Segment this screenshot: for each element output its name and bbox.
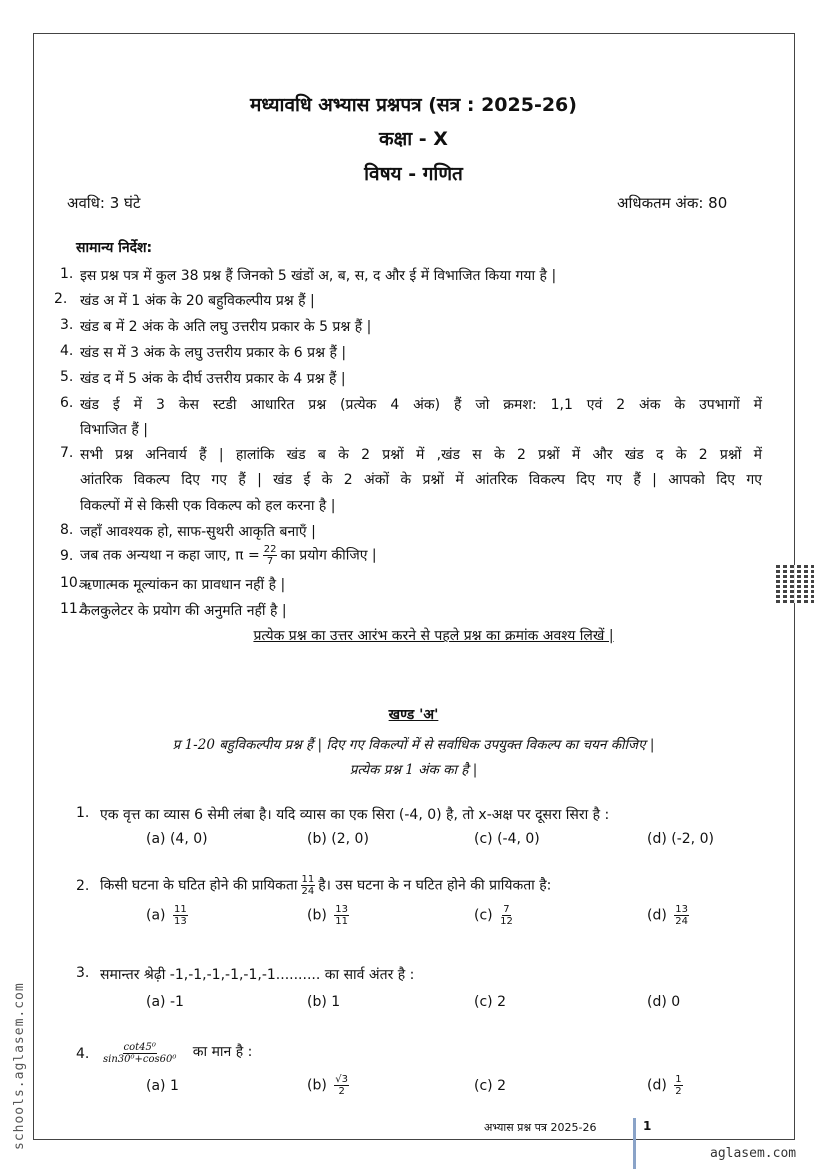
section-title: खण्ड 'अ' <box>388 707 439 723</box>
section-instruction: प्र 1-20 बहुविकल्पीय प्रश्न हैं | दिए गए विकल्पों में से सर्वाधिक उपयुक्त विकल्प का चयन कीजिए | <box>172 737 655 753</box>
answer-option[interactable]: (c) (-4, 0) <box>474 831 540 847</box>
denominator: sin30⁰+cos60⁰ <box>103 1054 177 1065</box>
denominator: 2 <box>675 1086 682 1097</box>
instruction-number: 5. <box>60 369 74 385</box>
instruction-text: खंड अ में 1 अंक के 20 बहुविकल्पीय प्रश्न हैं | <box>80 293 315 309</box>
paper-title: मध्यावधि अभ्यास प्रश्नपत्र (सत्र : 2025-26) <box>250 94 577 116</box>
answer-option[interactable]: (c) 2 <box>474 994 506 1010</box>
option-label: (b) <box>307 907 327 924</box>
answer-option[interactable] <box>474 1078 506 1094</box>
instruction-text: का प्रयोग कीजिए | <box>280 547 377 564</box>
question-text <box>100 805 609 824</box>
instruction-number: 8. <box>60 522 74 538</box>
instruction-number: 6. <box>60 395 74 411</box>
instruction-number: 4. <box>60 343 74 359</box>
denominator: 24 <box>301 886 315 897</box>
instructions-note: प्रत्येक प्रश्न का उत्तर आरंभ करने से पहले प्रश्न का क्रमांक अवश्य लिखें | <box>253 628 614 644</box>
fraction <box>674 1074 682 1097</box>
footer-separator <box>633 1118 636 1169</box>
numerator: 1 <box>675 1074 682 1085</box>
numerator: 22 <box>263 544 277 555</box>
answer-option[interactable]: (a) (4, 0) <box>146 831 208 847</box>
instruction-text: खंड द में 5 अंक के दीर्घ उत्तरीय प्रकार के 4 प्रश्न हैं | <box>80 371 346 387</box>
option-label: (a) <box>146 907 166 924</box>
option-label: (a) 1 <box>146 1078 179 1094</box>
qr-code <box>776 565 814 603</box>
option-label: (b) <box>307 1077 327 1094</box>
duration: अवधि: 3 घंटे <box>67 194 141 212</box>
subject-label: विषय - गणित <box>364 163 463 185</box>
instruction-text: सभी प्रश्न अनिवार्य हैं | हालांकि खंड ब के 2 प्रश्नों में ,खंड स के 2 प्रश्नों में और खंड द के 2 प्रश्नों में <box>80 447 762 463</box>
numerator: 11 <box>173 904 187 915</box>
question-stem: एक वृत्त का व्यास 6 सेमी लंबा है। यदि व्यास का एक सिरा (-4, 0) है, तो x-अक्ष पर दूसरा सिरा है : <box>100 807 610 823</box>
answer-option[interactable] <box>146 1078 179 1094</box>
instruction-number: 3. <box>60 317 74 333</box>
answer-option[interactable]: (d) 0 <box>647 994 681 1010</box>
question-text <box>100 1042 252 1065</box>
instructions-heading: सामान्य निर्देश: <box>76 240 153 256</box>
section-marks-note: प्रत्येक प्रश्न 1 अंक का है | <box>349 762 478 778</box>
numerator: cot45⁰ <box>123 1042 156 1053</box>
question-text <box>100 965 414 984</box>
fraction <box>103 1042 176 1065</box>
fraction <box>173 904 188 927</box>
instruction-item <box>80 544 377 567</box>
instruction-text: जब तक अन्यथा न कहा जाए, π = <box>80 547 260 564</box>
answer-option[interactable]: (b) (2, 0) <box>307 831 369 847</box>
denominator: 24 <box>675 916 688 927</box>
instruction-text: विभाजित हैं | <box>80 422 148 438</box>
answer-option[interactable]: (b) 1 <box>307 994 341 1010</box>
answer-option[interactable] <box>647 904 692 927</box>
numerator: 11 <box>301 874 315 885</box>
fraction <box>301 874 316 897</box>
question-number: 3. <box>76 965 90 981</box>
answer-option[interactable] <box>307 1074 352 1097</box>
page-number: 1 <box>643 1119 652 1133</box>
option-label: (c) <box>474 907 493 924</box>
fraction <box>334 1074 349 1097</box>
question-number: 1. <box>76 805 90 821</box>
fraction <box>500 904 513 927</box>
footer-divider <box>33 1139 794 1140</box>
instruction-text: खंड ई में 3 केस स्टडी आधारित प्रश्न (प्रत्येक 4 अंक) हैं जो क्रमश: 1,1 एवं 2 अंक के उपभागों में <box>80 397 762 413</box>
answer-option[interactable] <box>307 904 352 927</box>
numerator: √3 <box>335 1074 348 1085</box>
answer-option[interactable]: (a) -1 <box>146 994 184 1010</box>
denominator: 2 <box>338 1086 345 1097</box>
fraction <box>674 904 689 927</box>
instruction-text: खंड स में 3 अंक के लघु उत्तरीय प्रकार के 6 प्रश्न हैं | <box>80 345 347 361</box>
instruction-text: आंतरिक विकल्प दिए गए हैं | खंड ई के 2 अंकों के प्रश्नों में आंतरिक विकल्प दिए गए हैं | आपको दिए गए <box>80 472 762 488</box>
corner-watermark: aglasem.com <box>710 1146 797 1161</box>
answer-option[interactable]: (d) (-2, 0) <box>647 831 714 847</box>
instruction-number: 10. <box>60 575 83 591</box>
fraction <box>334 904 349 927</box>
denominator: 11 <box>335 916 348 927</box>
instruction-number: 2. <box>54 291 68 307</box>
footer-label: अभ्यास प्रश्न पत्र 2025-26 <box>484 1121 597 1134</box>
question-stem: किसी घटना के घटित होने की प्रायिकता <box>100 877 298 894</box>
instruction-text: कैलकुलेटर के प्रयोग की अनुमति नहीं है | <box>80 603 287 619</box>
question-number: 4. <box>76 1046 90 1062</box>
instruction-number: 1. <box>60 266 74 282</box>
answer-option[interactable] <box>146 904 191 927</box>
question-number: 2. <box>76 878 90 894</box>
instruction-number: 7. <box>60 445 74 461</box>
answer-option[interactable] <box>474 904 516 927</box>
option-label: (c) 2 <box>474 1078 506 1094</box>
class-label: कक्षा - X <box>379 128 448 150</box>
instruction-text: ऋणात्मक मूल्यांकन का प्रावधान नहीं है | <box>80 577 286 593</box>
numerator: 13 <box>335 904 348 915</box>
option-label: (d) <box>647 907 667 924</box>
answer-option[interactable] <box>647 1074 686 1097</box>
side-watermark: schools.aglasem.com <box>12 982 27 1150</box>
question-stem: है। उस घटना के न घटित होने की प्रायिकता है: <box>318 877 552 894</box>
instruction-number: 11. <box>60 601 83 617</box>
denominator: 13 <box>173 916 187 927</box>
instruction-text: विकल्पों में से किसी एक विकल्प को हल करना है | <box>80 498 336 514</box>
denominator: 7 <box>266 556 274 567</box>
max-marks: अधिकतम अंक: 80 <box>617 194 728 212</box>
numerator: 13 <box>675 904 688 915</box>
numerator: 7 <box>503 904 510 915</box>
fraction <box>263 544 278 567</box>
instruction-text: इस प्रश्न पत्र में कुल 38 प्रश्न हैं जिनको 5 खंडों अ, ब, स, द और ई में विभाजित किया गया है | <box>80 268 557 284</box>
question-stem: का मान है : <box>192 1044 253 1060</box>
question-text <box>100 874 551 897</box>
instruction-number: 9. <box>60 548 74 564</box>
option-label: (d) <box>647 1077 667 1094</box>
instruction-text: जहाँ आवश्यक हो, साफ-सुथरी आकृति बनाएँ | <box>80 524 316 540</box>
instruction-text: खंड ब में 2 अंक के अति लघु उत्तरीय प्रकार के 5 प्रश्न हैं | <box>80 319 372 335</box>
question-stem: समान्तर श्रेढ़ी -1,-1,-1,-1,-1,-1.......... का सार्व अंतर है : <box>100 967 415 983</box>
denominator: 12 <box>500 916 513 927</box>
